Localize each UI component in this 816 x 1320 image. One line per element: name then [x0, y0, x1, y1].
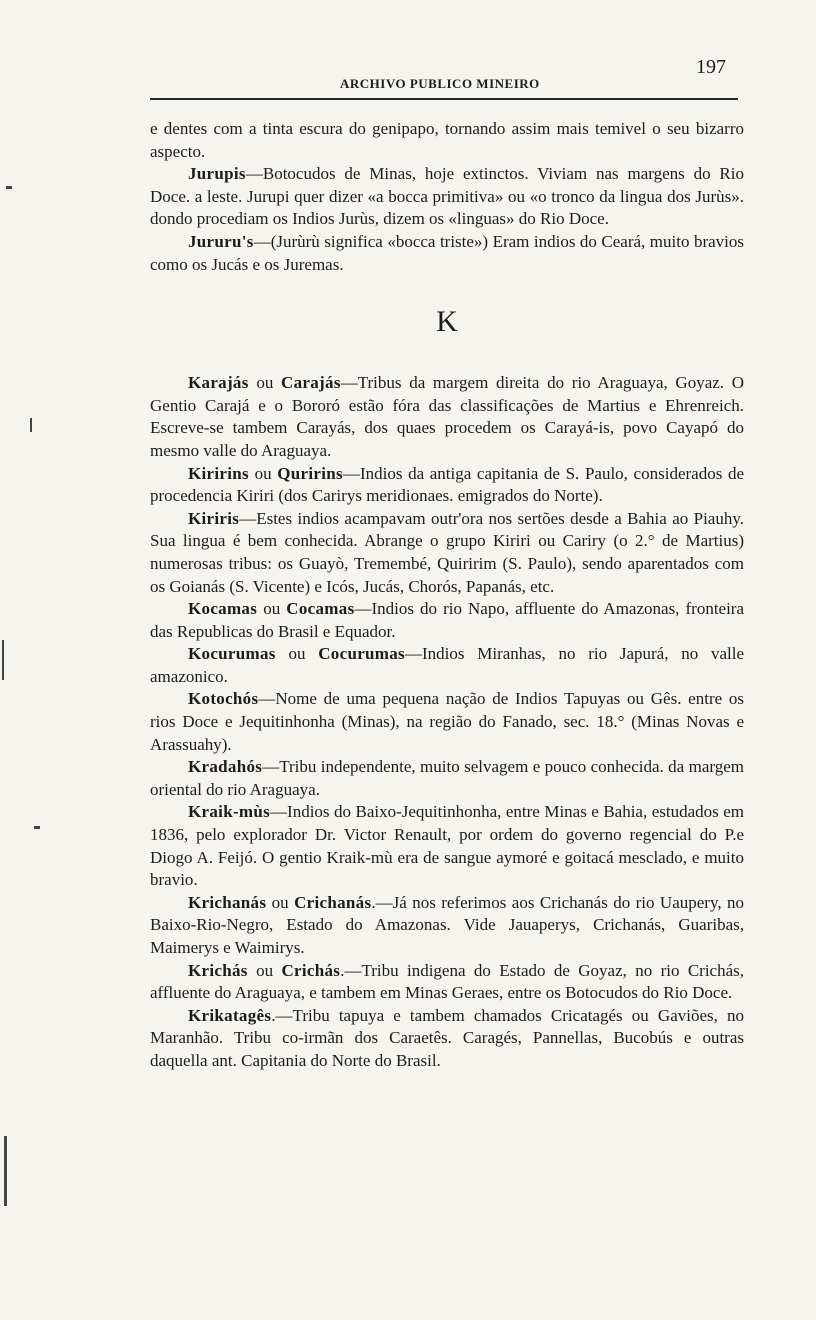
entry-text: —Indios do Baixo-Jequitinhonha, entre Minas e Bahia, estudados em 1836, pelo explorador Dr. Victor Renault, por ordem do governo regencial do P.e Diogo A. Feijó. O gentio Kraik-mù era de sangue aymoré e goitacá mesclado, e muito bravio.	[150, 802, 744, 890]
entry-term: Krichás	[188, 960, 248, 980]
entry-term: Krikatagês	[188, 1005, 272, 1025]
entry-term: Karajás	[188, 373, 249, 393]
entry-karajas	[150, 372, 744, 462]
entry-term: Kiririns	[188, 463, 249, 483]
entry-text: —(Jurùrù significa «bocca triste») Eram indios do Ceará, muito bravios como os Jucás e os Juremas.	[150, 231, 744, 274]
entry-term: Kiriris	[188, 508, 240, 528]
entry-text: —Indios do rio Napo, affluente do Amazonas, fronteira das Republicas do Brasil e Equador.	[150, 599, 745, 641]
entry-term: Jururu's	[188, 231, 254, 251]
entry-kotochos	[150, 688, 744, 756]
entry-kiriris	[150, 508, 744, 598]
entry-text: .—Tribu indigena do Estado de Goyaz, no rio Crichás, affluente do Araguaya, e tambem em Minas Geraes, entre os Botocudos do Rio Doce.	[150, 960, 744, 1003]
entry-connector: ou	[248, 373, 282, 393]
margin-mark	[2, 640, 4, 680]
entry-term-alt: Carajás	[281, 373, 341, 393]
entry-term: Kotochós	[188, 689, 259, 709]
entry-term: Jurupis	[188, 164, 246, 184]
body-text	[150, 118, 744, 1073]
entry-text: —Indios da antiga capitania de S. Paulo, considerados de procedencia Kiriri (dos Carirys meridionaes. emigrados do Norte).	[150, 463, 744, 506]
entry-jurupis	[150, 163, 744, 231]
page-number: 197	[696, 56, 726, 78]
entry-text: —Indios Miranhas, no rio Japurá, no valle amazonico.	[150, 644, 745, 686]
entry-text: .—Já nos referimos aos Crichanás do rio Uaupery, no Baixo-Rio-Negro, Estado do Amazonas. Vide Jauaperys, Crichanás, Guaribas, Maimerys e Waimirys.	[150, 892, 745, 957]
entry-text: .—Tribu tapuya e tambem chamados Cricatagés ou Gaviões, no Maranhão. Tribu co-irmãn dos Caraetês. Caragés, Pannellas, Bucobús e outras daquella ant. Capitania do Norte do Brasil.	[150, 1005, 744, 1070]
entry-term: Kocurumas	[188, 644, 276, 664]
entry-jururus	[150, 231, 744, 276]
entry-kiririns	[150, 463, 744, 508]
entry-connector: ou	[257, 599, 287, 619]
section-letter: K	[436, 305, 458, 339]
entry-term-alt: Crichás	[281, 960, 341, 980]
entry-connector: ou	[247, 960, 282, 980]
entry-term: Kraik-mùs	[188, 802, 271, 822]
entry-krikatages	[150, 1005, 744, 1073]
entry-term: Kocamas	[188, 599, 258, 619]
entry-term-alt: Quririns	[277, 463, 343, 483]
entry-connector: ou	[248, 463, 278, 483]
entry-krichas	[150, 960, 744, 1005]
running-title: ARCHIVO PUBLICO MINEIRO	[340, 76, 540, 91]
margin-mark	[4, 1136, 7, 1206]
entry-text: —Tribu independente, muito selvagem e pouco conhecida. da margem oriental do rio Araguaya.	[150, 757, 744, 799]
margin-mark	[6, 186, 12, 189]
entry-connector: ou	[266, 892, 295, 912]
entry-term-alt: Crichanás	[294, 892, 372, 912]
page-header	[150, 56, 738, 102]
entry-text: —Estes indios acampavam outr'ora nos sertões desde a Bahia ao Piauhy. Sua lingua é bem conhecida. Abrange o grupo Kiriri ou Cariry (o 2.° de Martius) numerosas tribus: os Guayò, Tremembé, Quiririm (S. Paulo), sendo aparentados com os Goianás (S. Vicente) e Icós, Jucás, Chorós, Papanás, etc.	[150, 508, 744, 596]
entry-text: —Tribus da margem direita do rio Araguaya, Goyaz. O Gentio Carajá e o Bororó estão fóra das classificações de Martius e Ehrenreich. Escreve-se tambem Carayás, dos quaes procedem os Carayá-is, povo Cayapó do mesmo valle do Araguaya.	[150, 373, 745, 460]
entry-term: Kradahós	[188, 757, 263, 777]
entry-kocamas	[150, 598, 744, 643]
entry-kocurumas	[150, 643, 744, 688]
entry-text: —Nome de uma pequena nação de Indios Tapuyas ou Gês. entre os rios Doce e Jequitinhonha (Minas), na região do Fanado, sec. 18.° (Minas Novas e Arassuahy).	[150, 689, 744, 754]
entry-krichanas	[150, 892, 744, 960]
margin-mark	[34, 826, 40, 829]
entry-kradahos	[150, 756, 744, 801]
entry-term: Krichanás	[188, 892, 267, 912]
entry-term-alt: Cocurumas	[318, 644, 405, 664]
entry-text: —Botocudos de Minas, hoje extinctos. Viviam nas margens do Rio Doce. a leste. Jurupi quer dizer «a bocca primitiva» ou «o tronco da lingua dos Jurùs». dondo procediam os Indios Jurùs, dizem os «linguas» do Rio Doce.	[150, 164, 744, 229]
header-rule	[150, 98, 738, 100]
continuation-paragraph: e dentes com a tinta escura do genipapo, tornando assim mais temivel o seu bizarro aspecto.	[150, 119, 744, 161]
entry-term-alt: Cocamas	[286, 599, 355, 619]
entry-connector: ou	[275, 644, 319, 664]
entry-kraik-mus	[150, 801, 744, 891]
margin-mark	[30, 418, 32, 432]
